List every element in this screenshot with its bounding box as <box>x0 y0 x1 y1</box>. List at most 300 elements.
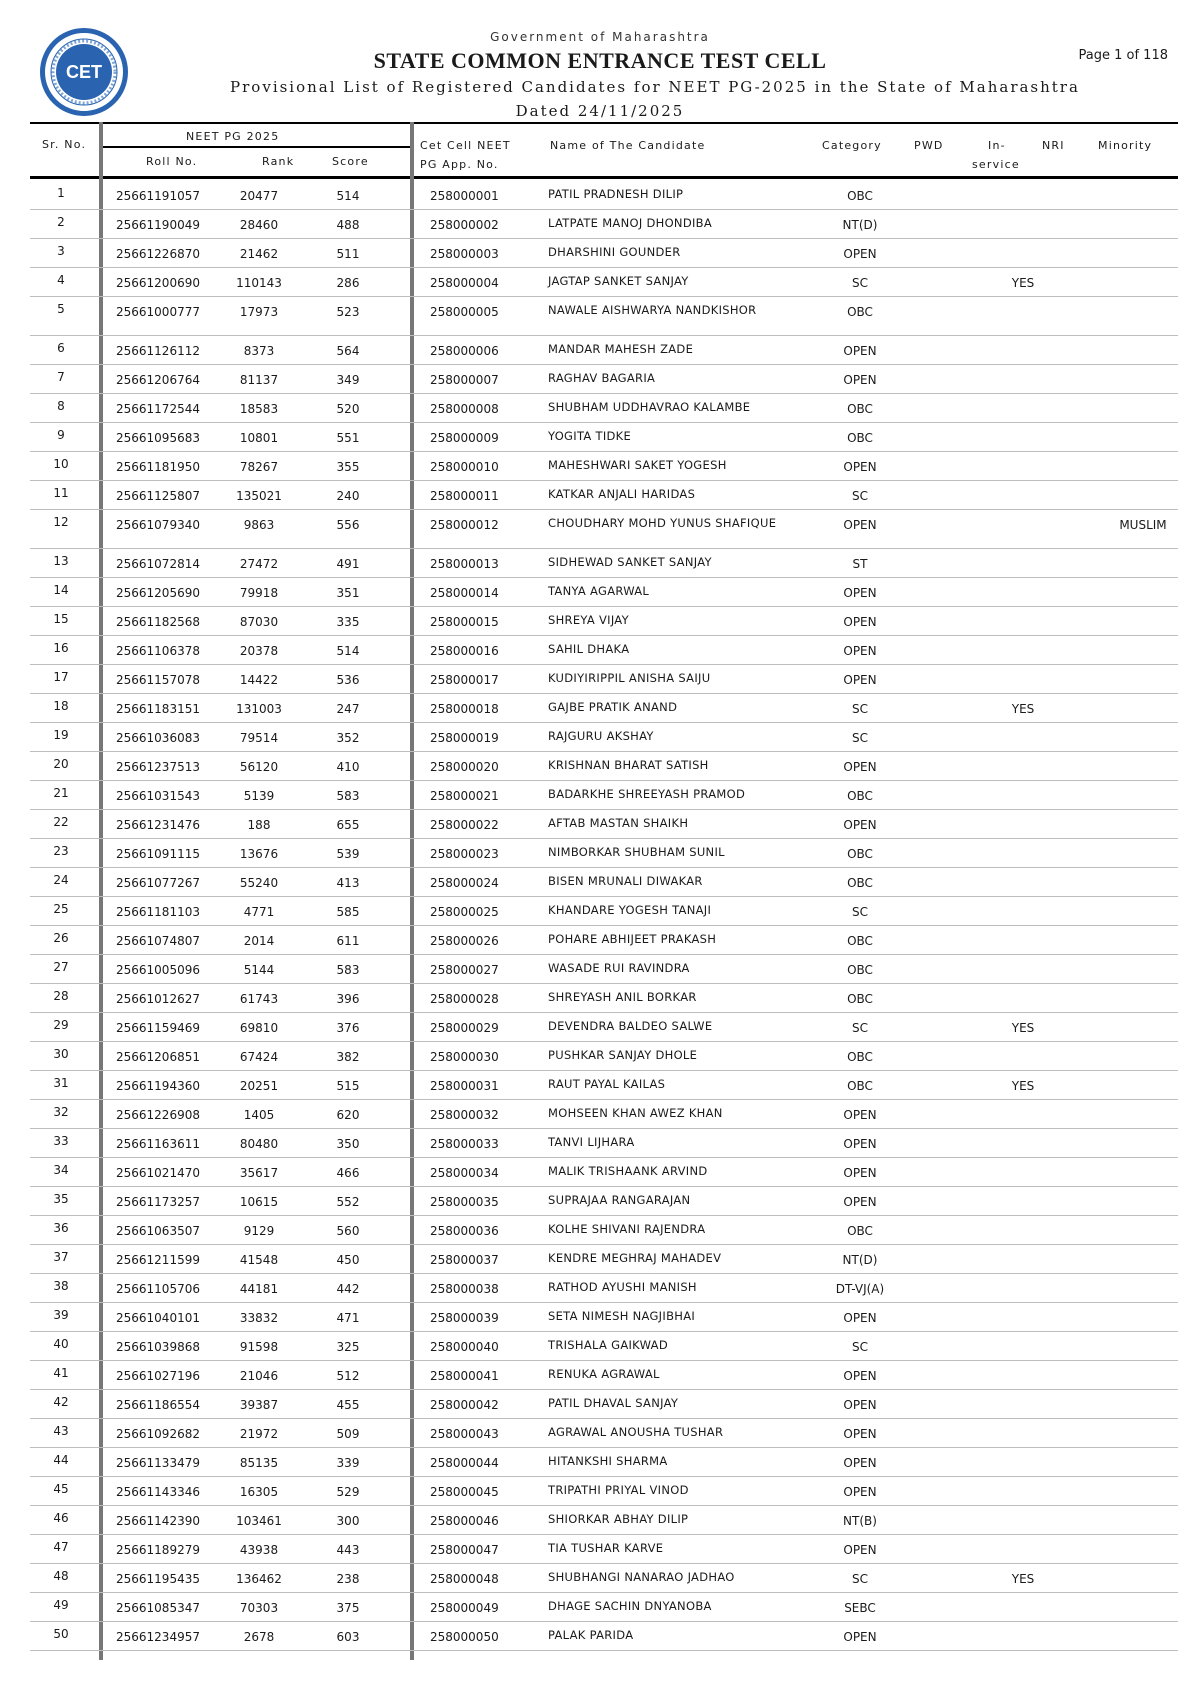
row-roll-no: 25661231476 <box>116 818 200 832</box>
table-row <box>30 548 1178 578</box>
row-score: 471 <box>336 1311 360 1325</box>
row-app-no: 258000046 <box>430 1514 499 1528</box>
row-candidate-name: RATHOD AYUSHI MANISH <box>548 1280 697 1294</box>
row-category: NT(D) <box>842 1253 878 1267</box>
row-rank: 5144 <box>243 963 275 977</box>
row-app-no: 258000028 <box>430 992 499 1006</box>
table-row <box>30 1244 1178 1274</box>
row-sr-no: 4 <box>57 273 65 287</box>
row-roll-no: 25661191057 <box>116 189 200 203</box>
row-sr-no: 39 <box>53 1308 69 1322</box>
row-app-no: 258000040 <box>430 1340 499 1354</box>
row-category: OBC <box>847 876 873 890</box>
row-score: 240 <box>336 489 360 503</box>
row-rank: 81137 <box>239 373 279 387</box>
row-app-no: 258000006 <box>430 344 499 358</box>
row-rank: 188 <box>247 818 271 832</box>
table-row <box>30 1128 1178 1158</box>
row-sr-no: 7 <box>57 370 65 384</box>
row-roll-no: 25661021470 <box>116 1166 200 1180</box>
header-neet-group: NEET PG 2025 <box>186 130 280 143</box>
table-row <box>30 1418 1178 1448</box>
row-rank: 13676 <box>239 847 279 861</box>
row-rank: 16305 <box>239 1485 279 1499</box>
row-score: 450 <box>336 1253 360 1267</box>
row-app-no: 258000007 <box>430 373 499 387</box>
row-candidate-name: WASADE RUI RAVINDRA <box>548 961 690 975</box>
row-candidate-name: RENUKA AGRAWAL <box>548 1367 660 1381</box>
row-roll-no: 25661012627 <box>116 992 200 1006</box>
row-roll-no: 25661157078 <box>116 673 200 687</box>
row-candidate-name: TRIPATHI PRIYAL VINOD <box>548 1483 689 1497</box>
row-candidate-name: KHANDARE YOGESH TANAJI <box>548 903 712 917</box>
row-roll-no: 25661190049 <box>116 218 200 232</box>
row-sr-no: 36 <box>53 1221 69 1235</box>
row-score: 376 <box>336 1021 360 1035</box>
row-candidate-name: KATKAR ANJALI HARIDAS <box>548 487 696 501</box>
row-roll-no: 25661105706 <box>116 1282 200 1296</box>
table-row <box>30 1157 1178 1187</box>
row-score: 539 <box>336 847 360 861</box>
row-category: OPEN <box>843 644 877 658</box>
row-rank: 28460 <box>239 218 279 232</box>
table-row <box>30 1447 1178 1477</box>
row-app-no: 258000021 <box>430 789 499 803</box>
row-category: OPEN <box>843 1311 877 1325</box>
header-category: Category <box>822 139 882 152</box>
row-app-no: 258000049 <box>430 1601 499 1615</box>
row-app-no: 258000027 <box>430 963 499 977</box>
row-rank: 21972 <box>239 1427 279 1441</box>
table-row <box>30 209 1178 239</box>
table-row <box>30 896 1178 926</box>
row-roll-no: 25661142390 <box>116 1514 200 1528</box>
row-roll-no: 25661163611 <box>116 1137 200 1151</box>
row-category: SC <box>852 1021 868 1035</box>
table-row <box>30 1273 1178 1303</box>
row-candidate-name: DHAGE SACHIN DNYANOBA <box>548 1599 712 1613</box>
table-row <box>30 635 1178 665</box>
row-candidate-name: PUSHKAR SANJAY DHOLE <box>548 1048 698 1062</box>
row-roll-no: 25661092682 <box>116 1427 200 1441</box>
row-roll-no: 25661143346 <box>116 1485 200 1499</box>
row-category: OPEN <box>843 1456 877 1470</box>
row-app-no: 258000044 <box>430 1456 499 1470</box>
row-roll-no: 25661072814 <box>116 557 200 571</box>
row-app-no: 258000015 <box>430 615 499 629</box>
row-rank: 33832 <box>239 1311 279 1325</box>
row-app-no: 258000034 <box>430 1166 499 1180</box>
row-category: SC <box>852 905 868 919</box>
row-app-no: 258000022 <box>430 818 499 832</box>
row-candidate-name: BADARKHE SHREEYASH PRAMOD <box>548 787 746 801</box>
row-rank: 10801 <box>239 431 279 445</box>
row-score: 560 <box>336 1224 360 1238</box>
row-category: OPEN <box>843 1137 877 1151</box>
row-sr-no: 43 <box>53 1424 69 1438</box>
row-score: 583 <box>336 789 360 803</box>
row-sr-no: 29 <box>53 1018 69 1032</box>
row-category: OPEN <box>843 247 877 261</box>
row-sr-no: 11 <box>53 486 69 500</box>
row-score: 351 <box>336 586 360 600</box>
row-candidate-name: KOLHE SHIVANI RAJENDRA <box>548 1222 706 1236</box>
row-score: 585 <box>336 905 360 919</box>
row-roll-no: 25661040101 <box>116 1311 200 1325</box>
table-row <box>30 1476 1178 1506</box>
row-inservice: YES <box>1011 1079 1035 1093</box>
table-row <box>30 954 1178 984</box>
row-candidate-name: RAGHAV BAGARIA <box>548 371 656 385</box>
row-score: 442 <box>336 1282 360 1296</box>
row-rank: 69810 <box>239 1021 279 1035</box>
row-app-no: 258000008 <box>430 402 499 416</box>
row-sr-no: 16 <box>53 641 69 655</box>
row-app-no: 258000048 <box>430 1572 499 1586</box>
row-candidate-name: SHIORKAR ABHAY DILIP <box>548 1512 689 1526</box>
row-sr-no: 38 <box>53 1279 69 1293</box>
row-category: OBC <box>847 402 873 416</box>
row-category: OBC <box>847 1079 873 1093</box>
row-rank: 21462 <box>239 247 279 261</box>
row-roll-no: 25661036083 <box>116 731 200 745</box>
table-row <box>30 751 1178 781</box>
row-app-no: 258000043 <box>430 1427 499 1441</box>
row-candidate-name: DEVENDRA BALDEO SALWE <box>548 1019 713 1033</box>
row-score: 339 <box>336 1456 360 1470</box>
row-score: 413 <box>336 876 360 890</box>
row-roll-no: 25661126112 <box>116 344 200 358</box>
row-candidate-name: LATPATE MANOJ DHONDIBA <box>548 216 713 230</box>
table-row <box>30 1099 1178 1129</box>
row-roll-no: 25661237513 <box>116 760 200 774</box>
row-category: NT(D) <box>842 218 878 232</box>
row-category: OPEN <box>843 760 877 774</box>
row-sr-no: 42 <box>53 1395 69 1409</box>
row-roll-no: 25661125807 <box>116 489 200 503</box>
row-roll-no: 25661182568 <box>116 615 200 629</box>
row-score: 514 <box>336 189 360 203</box>
row-score: 514 <box>336 644 360 658</box>
row-score: 355 <box>336 460 360 474</box>
row-rank: 17973 <box>239 305 279 319</box>
row-score: 491 <box>336 557 360 571</box>
row-rank: 78267 <box>239 460 279 474</box>
row-rank: 27472 <box>239 557 279 571</box>
row-roll-no: 25661195435 <box>116 1572 200 1586</box>
header-sr-no: Sr. No. <box>42 138 87 151</box>
row-score: 583 <box>336 963 360 977</box>
row-app-no: 258000038 <box>430 1282 499 1296</box>
row-sr-no: 1 <box>57 186 65 200</box>
row-sr-no: 41 <box>53 1366 69 1380</box>
row-rank: 136462 <box>236 1572 282 1586</box>
header-inservice-line1: In- <box>988 139 1006 152</box>
row-sr-no: 21 <box>53 786 69 800</box>
row-score: 611 <box>336 934 360 948</box>
row-candidate-name: SHUBHANGI NANARAO JADHAO <box>548 1570 735 1584</box>
row-score: 488 <box>336 218 360 232</box>
row-candidate-name: HITANKSHI SHARMA <box>548 1454 668 1468</box>
row-score: 556 <box>336 518 360 532</box>
row-category: OBC <box>847 431 873 445</box>
table-row <box>30 180 1178 210</box>
row-roll-no: 25661039868 <box>116 1340 200 1354</box>
row-category: OBC <box>847 847 873 861</box>
logo-text: CET <box>56 44 112 100</box>
row-rank: 131003 <box>236 702 282 716</box>
row-app-no: 258000037 <box>430 1253 499 1267</box>
row-app-no: 258000023 <box>430 847 499 861</box>
row-rank: 2014 <box>243 934 275 948</box>
table-row <box>30 1070 1178 1100</box>
table-row <box>30 1505 1178 1535</box>
row-rank: 55240 <box>239 876 279 890</box>
row-candidate-name: SHREYA VIJAY <box>548 613 629 627</box>
row-category: OPEN <box>843 1427 877 1441</box>
row-score: 300 <box>336 1514 360 1528</box>
row-app-no: 258000045 <box>430 1485 499 1499</box>
header-nri: NRI <box>1042 139 1065 152</box>
row-roll-no: 25661181103 <box>116 905 200 919</box>
row-rank: 56120 <box>239 760 279 774</box>
row-score: 515 <box>336 1079 360 1093</box>
row-roll-no: 25661074807 <box>116 934 200 948</box>
row-app-no: 258000018 <box>430 702 499 716</box>
row-candidate-name: AFTAB MASTAN SHAIKH <box>548 816 689 830</box>
row-category: OBC <box>847 1050 873 1064</box>
row-score: 396 <box>336 992 360 1006</box>
row-roll-no: 25661189279 <box>116 1543 200 1557</box>
row-candidate-name: KRISHNAN BHARAT SATISH <box>548 758 709 772</box>
row-category: OBC <box>847 992 873 1006</box>
row-rank: 35617 <box>239 1166 279 1180</box>
table-row <box>30 335 1178 365</box>
header-name: Name of The Candidate <box>550 139 706 152</box>
row-roll-no: 25661063507 <box>116 1224 200 1238</box>
row-rank: 20477 <box>239 189 279 203</box>
row-score: 410 <box>336 760 360 774</box>
row-candidate-name: TANYA AGARWAL <box>548 584 650 598</box>
row-sr-no: 48 <box>53 1569 69 1583</box>
row-sr-no: 40 <box>53 1337 69 1351</box>
row-category: OPEN <box>843 1543 877 1557</box>
header-pwd: PWD <box>914 139 944 152</box>
table-row <box>30 1215 1178 1245</box>
row-score: 375 <box>336 1601 360 1615</box>
row-rank: 61743 <box>239 992 279 1006</box>
row-sr-no: 34 <box>53 1163 69 1177</box>
row-sr-no: 8 <box>57 399 65 413</box>
table-row <box>30 364 1178 394</box>
row-category: OPEN <box>843 1166 877 1180</box>
row-roll-no: 25661095683 <box>116 431 200 445</box>
row-roll-no: 25661085347 <box>116 1601 200 1615</box>
row-category: OPEN <box>843 460 877 474</box>
row-sr-no: 17 <box>53 670 69 684</box>
row-roll-no: 25661172544 <box>116 402 200 416</box>
row-app-no: 258000041 <box>430 1369 499 1383</box>
row-sr-no: 31 <box>53 1076 69 1090</box>
row-sr-no: 25 <box>53 902 69 916</box>
table-row <box>30 451 1178 481</box>
row-score: 551 <box>336 431 360 445</box>
table-row <box>30 983 1178 1013</box>
row-sr-no: 18 <box>53 699 69 713</box>
row-candidate-name: SIDHEWAD SANKET SANJAY <box>548 555 712 569</box>
row-rank: 20251 <box>239 1079 279 1093</box>
row-category: OPEN <box>843 818 877 832</box>
table-row <box>30 1592 1178 1622</box>
row-app-no: 258000029 <box>430 1021 499 1035</box>
row-sr-no: 26 <box>53 931 69 945</box>
row-sr-no: 12 <box>53 515 69 529</box>
table-row <box>30 1534 1178 1564</box>
row-app-no: 258000010 <box>430 460 499 474</box>
row-app-no: 258000020 <box>430 760 499 774</box>
row-sr-no: 46 <box>53 1511 69 1525</box>
row-category: OPEN <box>843 344 877 358</box>
row-sr-no: 6 <box>57 341 65 355</box>
row-score: 466 <box>336 1166 360 1180</box>
row-category: OPEN <box>843 615 877 629</box>
row-score: 382 <box>336 1050 360 1064</box>
row-candidate-name: SUPRAJAA RANGARAJAN <box>548 1193 691 1207</box>
table-row <box>30 577 1178 607</box>
table-row <box>30 296 1178 336</box>
table-row <box>30 809 1178 839</box>
table-row <box>30 1563 1178 1593</box>
row-candidate-name: RAJGURU AKSHAY <box>548 729 654 743</box>
row-app-no: 258000011 <box>430 489 499 503</box>
row-roll-no: 25661027196 <box>116 1369 200 1383</box>
row-candidate-name: GAJBE PRATIK ANAND <box>548 700 678 714</box>
table-row <box>30 238 1178 268</box>
row-sr-no: 9 <box>57 428 65 442</box>
row-sr-no: 23 <box>53 844 69 858</box>
row-category: SC <box>852 731 868 745</box>
row-rank: 5139 <box>243 789 275 803</box>
table-row <box>30 780 1178 810</box>
row-category: OPEN <box>843 1630 877 1644</box>
row-candidate-name: MAHESHWARI SAKET YOGESH <box>548 458 727 472</box>
table-row <box>30 1186 1178 1216</box>
row-rank: 79918 <box>239 586 279 600</box>
row-candidate-name: NIMBORKAR SHUBHAM SUNIL <box>548 845 725 859</box>
row-score: 520 <box>336 402 360 416</box>
row-roll-no: 25661159469 <box>116 1021 200 1035</box>
row-category: OPEN <box>843 673 877 687</box>
row-roll-no: 25661106378 <box>116 644 200 658</box>
row-app-no: 258000032 <box>430 1108 499 1122</box>
row-rank: 18583 <box>239 402 279 416</box>
row-candidate-name: PALAK PARIDA <box>548 1628 634 1642</box>
row-sr-no: 37 <box>53 1250 69 1264</box>
table-row <box>30 606 1178 636</box>
row-category: OBC <box>847 305 873 319</box>
table-row <box>30 480 1178 510</box>
row-roll-no: 25661077267 <box>116 876 200 890</box>
row-sr-no: 15 <box>53 612 69 626</box>
page-title: STATE COMMON ENTRANCE TEST CELL <box>373 48 827 73</box>
row-category: SC <box>852 276 868 290</box>
header-app-no-line1: Cet Cell NEET <box>420 139 511 152</box>
row-sr-no: 20 <box>53 757 69 771</box>
row-app-no: 258000017 <box>430 673 499 687</box>
row-app-no: 258000033 <box>430 1137 499 1151</box>
table-row <box>30 1621 1178 1651</box>
row-app-no: 258000024 <box>430 876 499 890</box>
header-rank: Rank <box>262 155 295 168</box>
row-candidate-name: DHARSHINI GOUNDER <box>548 245 681 259</box>
row-score: 247 <box>336 702 360 716</box>
row-rank: 14422 <box>239 673 279 687</box>
row-app-no: 258000036 <box>430 1224 499 1238</box>
row-app-no: 258000013 <box>430 557 499 571</box>
table-row <box>30 393 1178 423</box>
row-roll-no: 25661211599 <box>116 1253 200 1267</box>
row-candidate-name: MALIK TRISHAANK ARVIND <box>548 1164 708 1178</box>
row-app-no: 258000002 <box>430 218 499 232</box>
row-category: SC <box>852 1340 868 1354</box>
row-score: 509 <box>336 1427 360 1441</box>
row-rank: 79514 <box>239 731 279 745</box>
row-category: ST <box>852 557 868 571</box>
table-row <box>30 422 1178 452</box>
row-roll-no: 25661173257 <box>116 1195 200 1209</box>
row-roll-no: 25661031543 <box>116 789 200 803</box>
row-candidate-name: KUDIYIRIPPIL ANISHA SAIJU <box>548 671 711 685</box>
row-roll-no: 25661205690 <box>116 586 200 600</box>
table-row <box>30 1041 1178 1071</box>
row-score: 349 <box>336 373 360 387</box>
row-category: SEBC <box>844 1601 876 1615</box>
row-rank: 41548 <box>239 1253 279 1267</box>
row-app-no: 258000005 <box>430 305 499 319</box>
row-sr-no: 19 <box>53 728 69 742</box>
row-roll-no: 25661079340 <box>116 518 200 532</box>
row-category: OPEN <box>843 1195 877 1209</box>
row-rank: 9863 <box>243 518 275 532</box>
row-category: OBC <box>847 789 873 803</box>
table-row <box>30 1331 1178 1361</box>
row-inservice: YES <box>1011 276 1035 290</box>
row-rank: 4771 <box>243 905 275 919</box>
row-sr-no: 30 <box>53 1047 69 1061</box>
row-roll-no: 25661186554 <box>116 1398 200 1412</box>
row-sr-no: 14 <box>53 583 69 597</box>
row-roll-no: 25661181950 <box>116 460 200 474</box>
row-category: OPEN <box>843 1108 877 1122</box>
row-rank: 39387 <box>239 1398 279 1412</box>
row-sr-no: 33 <box>53 1134 69 1148</box>
row-app-no: 258000047 <box>430 1543 499 1557</box>
row-candidate-name: BISEN MRUNALI DIWAKAR <box>548 874 703 888</box>
table-row <box>30 722 1178 752</box>
row-score: 564 <box>336 344 360 358</box>
row-rank: 9129 <box>243 1224 275 1238</box>
table-row <box>30 867 1178 897</box>
row-sr-no: 44 <box>53 1453 69 1467</box>
row-roll-no: 25661226870 <box>116 247 200 261</box>
row-category: SC <box>852 1572 868 1586</box>
row-candidate-name: YOGITA TIDKE <box>548 429 632 443</box>
row-category: NT(B) <box>843 1514 877 1528</box>
document-date: Dated 24/11/2025 <box>515 102 685 120</box>
row-app-no: 258000025 <box>430 905 499 919</box>
row-roll-no: 25661000777 <box>116 305 200 319</box>
table-top-rule <box>30 122 1178 124</box>
